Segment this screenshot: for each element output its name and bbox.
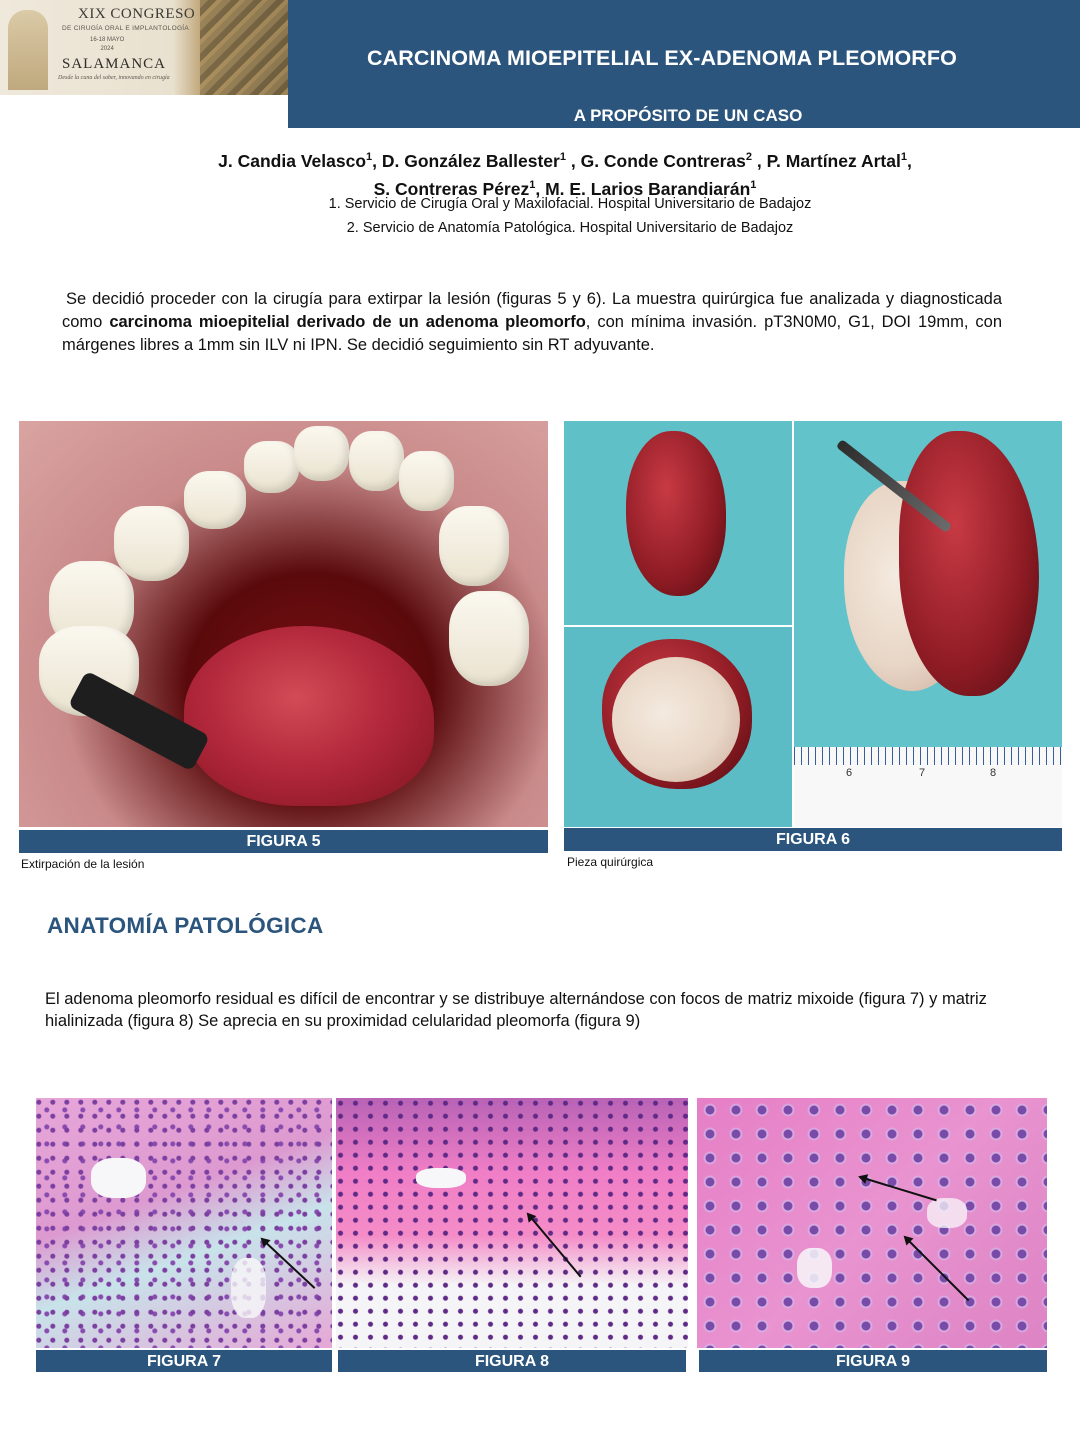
case-paragraph: Se decidió proceder con la cirugía para extirpar la lesión (figuras 5 y 6). La muestra quirúrgica fue analizada y diagnosticada como carcinoma mioepitelial derivado de un adenoma pleomorfo, con mínima invasión. pT3N0M0, G1, DOI 19mm, con márgenes libres a 1mm sin ILV ni IPN. Se decidió seguimiento sin RT adyuvante. bbox=[62, 290, 1002, 354]
diagnosis-bold: carcinoma mioepitelial derivado de un adenoma pleomorfo bbox=[109, 313, 586, 331]
figure-6-caption: FIGURA 6 bbox=[564, 828, 1062, 851]
ruler-mark: 8 bbox=[990, 767, 997, 779]
author: S. Contreras Pérez$^1$, bbox=[373, 178, 546, 199]
pathology-paragraph: El adenoma pleomorfo residual es difícil de encontrar y se distribuye alternándose con focos de matriz mixoide (figura 7) y matriz hialinizada (figura 8) Se aprecia en su proximidad celularidad pleomorfa (figura 9) bbox=[45, 990, 987, 1030]
figure-5-photo bbox=[19, 421, 548, 827]
figure-6-photo-a bbox=[564, 421, 792, 625]
logo-city: SALAMANCA bbox=[62, 56, 167, 72]
section-title: ANATOMÍA PATOLÓGICA bbox=[47, 913, 324, 938]
author: G. Conde Contreras$^2$ , bbox=[580, 150, 767, 171]
figure-5-caption: FIGURA 5 bbox=[19, 830, 548, 853]
authors bbox=[0, 145, 1080, 201]
arrow-icon bbox=[527, 1213, 581, 1277]
figure-7-caption: FIGURA 7 bbox=[36, 1350, 332, 1372]
arrow-icon bbox=[261, 1238, 315, 1289]
mural-illustration bbox=[200, 0, 288, 95]
affiliation-2: 2. Servicio de Anatomía Patológica. Hospital Universitario de Badajoz bbox=[346, 220, 794, 236]
figure-5-note: Extirpación de la lesión bbox=[21, 857, 145, 871]
poster-subtitle: A PROPÓSITO DE UN CASO bbox=[573, 106, 803, 125]
figure-9-photo bbox=[697, 1098, 1047, 1348]
author: P. Martínez Artal$^1$, bbox=[766, 150, 912, 171]
figure-6-photo-c bbox=[794, 421, 1062, 827]
poster-title: CARCINOMA MIOEPITELIAL EX-ADENOMA PLEOMORFO bbox=[367, 46, 957, 70]
figure-9-caption: FIGURA 9 bbox=[699, 1350, 1047, 1372]
author: M. E. Larios Barandiarán$^1$ bbox=[545, 178, 757, 199]
logo-subtitle: DE CIRUGÍA ORAL E IMPLANTOLOGÍA bbox=[62, 25, 190, 32]
ruler bbox=[794, 747, 1062, 827]
author: J. Candia Velasco$^1$, bbox=[218, 150, 382, 171]
arrow-icon bbox=[860, 1176, 937, 1201]
ruler-mark: 6 bbox=[846, 767, 853, 779]
logo-dates-year: 2024 bbox=[100, 46, 114, 52]
logo-dates-days: 16-18 MAYO bbox=[90, 37, 125, 43]
logo-dates bbox=[90, 36, 124, 54]
figure-6-note: Pieza quirúrgica bbox=[567, 855, 654, 869]
figure-8-caption: FIGURA 8 bbox=[338, 1350, 686, 1372]
affiliation-1: 1. Servicio de Cirugía Oral y Maxilofacial. Hospital Universitario de Badajoz bbox=[328, 196, 812, 212]
cathedral-illustration bbox=[8, 10, 48, 90]
logo-congreso: XIX CONGRESO bbox=[78, 6, 196, 22]
authors-line-1 bbox=[0, 145, 1080, 173]
figure-6-photo-b bbox=[564, 627, 792, 827]
figure-8-photo bbox=[336, 1098, 688, 1348]
logo-motto: Desde la cuna del saber, innovando en cirugía bbox=[58, 75, 170, 81]
arrow-icon bbox=[904, 1236, 969, 1301]
author: D. González Ballester$^1$ , bbox=[381, 150, 581, 171]
figure-7-photo bbox=[36, 1098, 332, 1348]
congress-logo bbox=[0, 0, 288, 95]
ruler-mark: 7 bbox=[919, 767, 926, 779]
